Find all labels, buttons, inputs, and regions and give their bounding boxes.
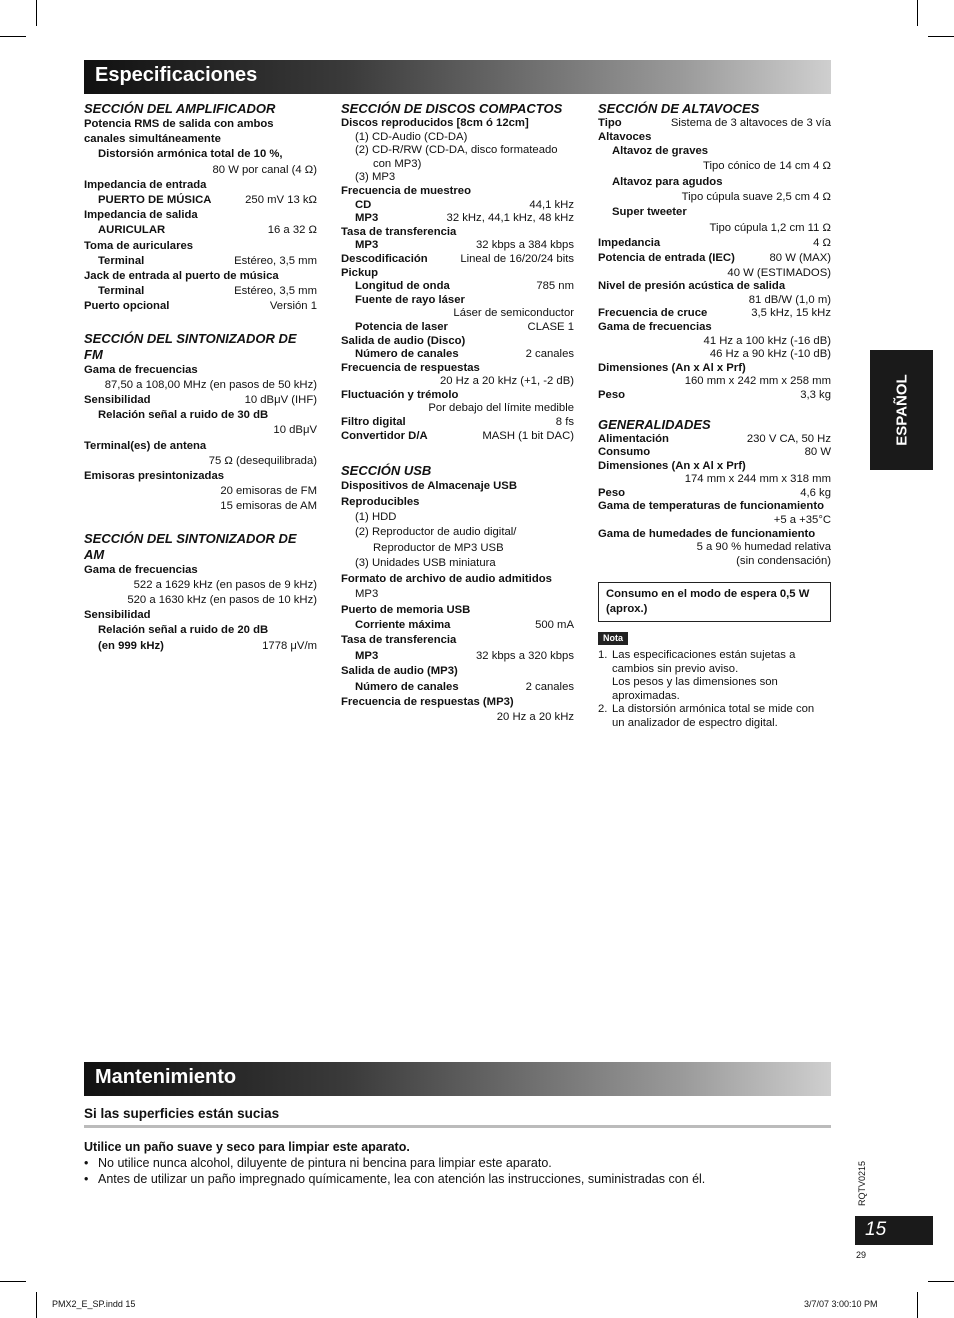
spec-value: MP3: [355, 588, 379, 601]
spec-label: Gama de humedades de funcionamiento: [598, 527, 816, 540]
spec-value: 20 emisoras de FM: [220, 485, 317, 498]
notes-list: [598, 649, 831, 731]
spec-value: 160 mm x 242 mm x 258 mm: [684, 375, 831, 388]
spec-label: Relación señal a ruido de 30 dB: [98, 409, 269, 422]
spec-row: Tipo Sistema de 3 altavoces de 3 vía: [598, 117, 831, 129]
spec-row: MP3 32 kbps a 320 kbps: [355, 649, 574, 662]
spec-row: Terminal Estéreo, 3,5 mm: [98, 254, 317, 267]
section-title: Mantenimiento: [95, 1066, 237, 1088]
section-heading: SECCIÓN DEL AMPLIFICADOR: [84, 101, 276, 116]
footer-timestamp: 3/7/07 3:00:10 PM: [804, 1299, 878, 1309]
spec-value: 520 a 1630 kHz (en pasos de 10 kHz): [127, 594, 317, 607]
spec-label: Gama de frecuencias: [84, 363, 198, 376]
usb-block: [341, 479, 574, 726]
spec-label: Gama de temperaturas de funcionamiento: [598, 500, 824, 513]
spec-value: 20 Hz a 20 kHz (+1, -2 dB): [439, 375, 574, 388]
spec-label: canales simultáneamente: [84, 133, 221, 146]
section-heading: SECCIÓN DEL SINTONIZADOR DE AM: [84, 530, 297, 562]
page-number: 15: [865, 1219, 887, 1240]
spec-item: (1) HDD: [355, 511, 397, 524]
spec-value: 15 emisoras de AM: [220, 500, 317, 513]
spec-label: Relación señal a ruido de 20 dB: [98, 624, 269, 637]
spec-row: Terminal Estéreo, 3,5 mm: [98, 285, 317, 298]
amplifier-tuner-column: [84, 101, 317, 654]
language-tab: [870, 350, 933, 470]
language-label: ESPAÑOL: [893, 374, 910, 446]
spec-row: Alimentación 230 V CA, 50 Hz: [598, 432, 831, 445]
spec-label: Distorsión armónica total de 10 %,: [98, 148, 283, 161]
spec-row: Frecuencia de cruce 3,5 kHz, 15 kHz: [598, 307, 831, 320]
spec-item: (3) Unidades USB miniatura: [355, 557, 496, 570]
specs-banner: [84, 60, 831, 94]
spec-label: Dimensiones (An x Al x Prf): [598, 459, 746, 472]
spec-label: Salida de audio (MP3): [341, 665, 458, 678]
spec-label: Toma de auriculares: [84, 239, 194, 252]
spec-value: 10 dBμV: [273, 424, 317, 437]
crop-mark: [928, 1281, 954, 1282]
spec-label: Altavoz para agudos: [612, 175, 723, 188]
spec-row: (en 999 kHz) 1778 μV/m: [98, 639, 317, 652]
crop-mark: [0, 36, 26, 37]
spec-label: Discos reproducidos [8cm ó 12cm]: [341, 117, 529, 129]
spec-row: Número de canales 2 canales: [355, 348, 574, 361]
spec-label: Frecuencia de respuestas (MP3): [341, 695, 514, 708]
section-heading: GENERALIDADES: [598, 416, 711, 432]
spec-value: Láser de semiconductor: [453, 307, 574, 320]
standby-power-box: Consumo en el modo de espera 0,5 W (aprox.): [598, 582, 831, 622]
spec-item: (2) Reproductor de audio digital/: [355, 526, 517, 539]
spec-label: Reproducibles: [341, 495, 420, 508]
spec-value: 46 Hz a 90 kHz (-10 dB): [709, 348, 831, 361]
maintenance-section: [84, 1106, 831, 1187]
spec-value: 75 Ω (desequilibrada): [208, 454, 317, 467]
spec-row: Consumo 80 W: [598, 446, 831, 459]
list-item: • No utilice nunca alcohol, diluyente de pintura ni bencina para limpiar este aparato.: [84, 1156, 552, 1170]
cd-usb-column: [341, 101, 574, 726]
spec-row: PUERTO DE MÚSICA 250 mV 13 kΩ: [98, 194, 317, 207]
spec-item: con MP3): [373, 157, 422, 170]
spec-row: Peso 4,6 kg: [598, 486, 831, 499]
spec-value: (sin condensación): [736, 554, 831, 567]
spec-label: Pickup: [341, 266, 379, 279]
spec-label: Altavoces: [598, 130, 652, 143]
spec-label: Nivel de presión acústica de salida: [598, 280, 786, 293]
spec-value: 20 Hz a 20 kHz: [496, 711, 574, 724]
spec-label: Puerto de memoria USB: [341, 603, 471, 616]
list-item: Los pesos y las dimensiones son: [612, 676, 778, 689]
spec-value: 522 a 1629 kHz (en pasos de 9 kHz): [133, 578, 317, 591]
spec-label: Sensibilidad: [84, 609, 151, 622]
spec-label: Jack de entrada al puerto de música: [84, 270, 279, 283]
spec-row: Puerto opcional Versión 1: [84, 300, 317, 313]
spec-item: Reproductor de MP3 USB: [373, 541, 504, 554]
spec-label: Terminal(es) de antena: [84, 439, 207, 452]
spec-label: Frecuencia de muestreo: [341, 184, 471, 197]
spec-row: Longitud de onda 785 nm: [355, 280, 574, 293]
section-heading: SECCIÓN DE DISCOS COMPACTOS: [341, 101, 563, 116]
spec-label: Tasa de transferencia: [341, 225, 457, 238]
spec-value: Tipo cúpula suave 2,5 cm 4 Ω: [681, 191, 831, 204]
crop-mark: [36, 0, 37, 26]
spec-label: Gama de frecuencias: [598, 320, 712, 333]
spec-row: Corriente máxima 500 mA: [355, 618, 574, 631]
spec-value: 41 Hz a 100 kHz (-16 dB): [703, 334, 831, 347]
page-title: Especificaciones: [95, 64, 258, 86]
spec-label: Gama de frecuencias: [84, 563, 198, 576]
list-item: 2. La distorsión armónica total se mide con: [598, 703, 815, 716]
spec-value: 87,50 a 108,00 MHz (en pasos de 50 kHz): [104, 378, 317, 391]
spec-label: Dimensiones (An x Al x Prf): [598, 361, 746, 374]
spec-row: Impedancia 4 Ω: [598, 236, 831, 249]
page-number-small: 29: [856, 1250, 867, 1260]
section-heading: SECCIÓN DEL SINTONIZADOR DE FM: [84, 330, 297, 362]
spec-row: Peso 3,3 kg: [598, 388, 831, 401]
spec-row: Filtro digital 8 fs: [341, 416, 574, 429]
spec-value: Tipo cónico de 14 cm 4 Ω: [703, 160, 831, 173]
list-item: 1. Las especificaciones están sujetas a: [598, 649, 796, 662]
spec-value: 174 mm x 244 mm x 318 mm: [684, 473, 831, 486]
spec-value: 81 dB/W (1,0 m): [748, 293, 831, 306]
spec-row: Potencia de entrada (IEC) 80 W (MAX): [598, 252, 831, 265]
spec-label: Impedancia de entrada: [84, 178, 207, 191]
spec-item: (1) CD-Audio (CD-DA): [355, 130, 468, 143]
spec-label: Emisoras presintonizadas: [84, 470, 225, 483]
spec-label: Dispositivos de Almacenaje USB: [341, 480, 517, 493]
spec-row: Descodificación Lineal de 16/20/24 bits: [341, 252, 574, 265]
doc-code: RQTV0215: [857, 1160, 867, 1206]
spec-row: Número de canales 2 canales: [355, 680, 574, 693]
speakers-general-column: [598, 101, 831, 731]
spec-label: Tasa de transferencia: [341, 634, 457, 647]
spec-label: Formato de archivo de audio admitidos: [341, 572, 552, 585]
spec-row: Sensibilidad 10 dBμV (IHF): [84, 394, 317, 407]
spec-item: (2) CD-R/RW (CD-DA, disco formateado: [355, 144, 558, 157]
note-badge: Nota: [598, 632, 628, 645]
spec-label: Super tweeter: [612, 206, 687, 219]
spec-value: +5 a +35°C: [773, 514, 831, 527]
crop-mark: [917, 1292, 918, 1318]
subsection-title: Si las superficies están sucias: [84, 1106, 831, 1128]
driver-block: [598, 144, 831, 266]
list-item: aproximadas.: [612, 689, 680, 702]
maintenance-lead: Utilice un paño suave y seco para limpiar este aparato.: [84, 1140, 410, 1154]
crop-mark: [0, 1281, 26, 1282]
spec-item: (3) MP3: [355, 171, 396, 184]
spec-value: 5 a 90 % humedad relativa: [696, 541, 831, 554]
spec-label: Fluctuación y trémolo: [341, 388, 459, 401]
spec-label: Salida de audio (Disco): [341, 334, 466, 347]
spec-label: Impedancia de salida: [84, 209, 198, 222]
spec-row: MP3 32 kbps a 384 kbps: [355, 239, 574, 252]
spec-row: CD 44,1 kHz: [355, 198, 574, 211]
crop-mark: [928, 36, 954, 37]
page-number-box: [855, 1216, 933, 1245]
spec-label: Potencia RMS de salida con ambos: [84, 118, 274, 130]
crop-mark: [917, 0, 918, 26]
spec-value: Por debajo del límite medible: [428, 402, 574, 415]
spec-label: Frecuencia de respuestas: [341, 361, 480, 374]
spec-value: Tipo cúpula 1,2 cm 11 Ω: [709, 221, 831, 234]
spec-label: Fuente de rayo láser: [355, 293, 465, 306]
section-heading: SECCIÓN DE ALTAVOCES: [598, 101, 760, 116]
footer-filename: PMX2_E_SP.indd 15: [52, 1299, 136, 1309]
section-heading: SECCIÓN USB: [341, 463, 432, 479]
list-item: cambios sin previo aviso.: [612, 662, 739, 675]
list-item: • Antes de utilizar un paño impregnado químicamente, lea con atención las instrucciones, suministradas con él.: [84, 1172, 706, 1186]
spec-row: Convertidor D/A MASH (1 bit DAC): [341, 429, 574, 442]
crop-mark: [36, 1292, 37, 1318]
spec-label: Altavoz de graves: [612, 145, 709, 158]
maintenance-banner: [84, 1062, 831, 1096]
spec-value: 80 W por canal (4 Ω): [212, 163, 317, 176]
spec-row: MP3 32 kHz, 44,1 kHz, 48 kHz: [355, 212, 574, 225]
spec-value: 40 W (ESTIMADOS): [727, 266, 831, 279]
spec-row: Potencia de laser CLASE 1: [355, 320, 574, 333]
list-item: un analizador de espectro digital.: [612, 717, 778, 729]
spec-row: AURICULAR 16 a 32 Ω: [98, 224, 317, 237]
